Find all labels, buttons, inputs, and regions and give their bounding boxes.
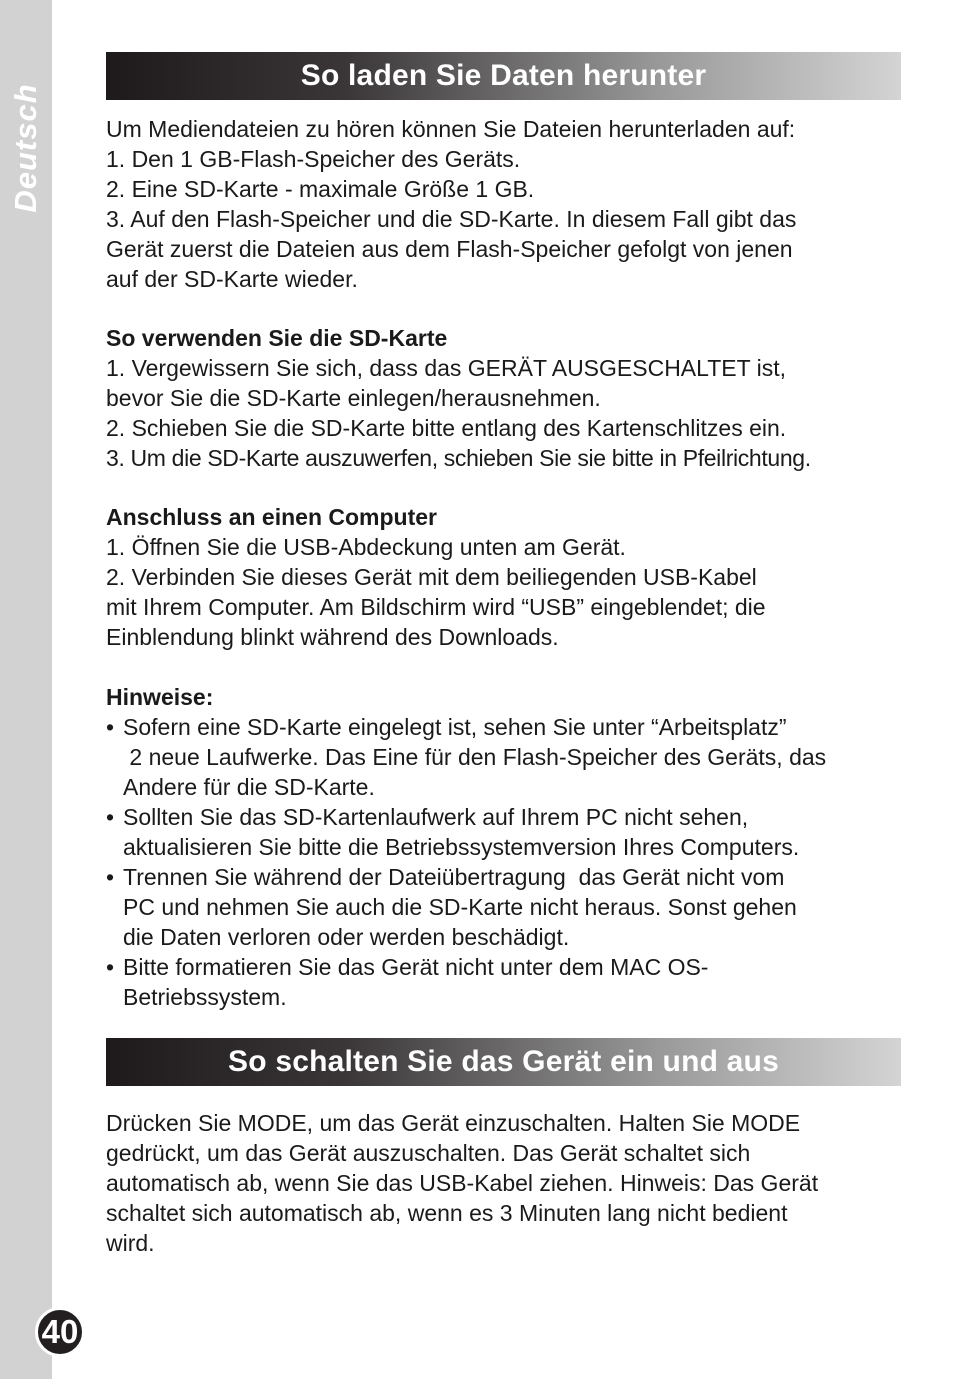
note-line: die Daten verloren oder werden beschädigt. bbox=[123, 924, 570, 950]
power-line: schaltet sich automatisch ab, wenn es 3 Minuten lang nicht bedient bbox=[106, 1200, 788, 1226]
note-line: PC und nehmen Sie auch die SD-Karte nicht heraus. Sonst gehen bbox=[123, 894, 797, 920]
note-line: Bitte formatieren Sie das Gerät nicht unter dem MAC OS- bbox=[123, 954, 709, 980]
note-line: Andere für die SD-Karte. bbox=[123, 774, 375, 800]
language-tab-label: Deutsch bbox=[8, 83, 43, 213]
side-language-strip bbox=[0, 0, 52, 1379]
note-line: Sofern eine SD-Karte eingelegt ist, sehen Sie unter “Arbeitsplatz” bbox=[123, 714, 787, 740]
sd-card-line: 3. Um die SD-Karte auszuwerfen, schieben Sie sie bitte in Pfeilrichtung. bbox=[106, 445, 811, 471]
sd-card-instructions bbox=[106, 323, 906, 473]
section-banner-download bbox=[106, 52, 901, 100]
computer-line: 1. Öffnen Sie die USB-Abdeckung unten am Gerät. bbox=[106, 534, 626, 560]
power-instructions bbox=[106, 1108, 906, 1258]
note-item bbox=[106, 802, 906, 862]
intro-line: Um Mediendateien zu hören können Sie Dateien herunterladen auf: bbox=[106, 116, 796, 142]
section-banner-power bbox=[106, 1038, 901, 1086]
power-line: Drücken Sie MODE, um das Gerät einzuschalten. Halten Sie MODE bbox=[106, 1110, 801, 1136]
intro-line: 3. Auf den Flash-Speicher und die SD-Karte. In diesem Fall gibt das bbox=[106, 206, 797, 232]
power-line: wird. bbox=[106, 1230, 155, 1256]
power-line: gedrückt, um das Gerät auszuschalten. Das Gerät schaltet sich bbox=[106, 1140, 751, 1166]
bullet-icon: • bbox=[106, 714, 115, 740]
note-line: aktualisieren Sie bitte die Betriebssystemversion Ihres Computers. bbox=[123, 834, 800, 860]
note-line: Trennen Sie während der Dateiübertragung das Gerät nicht vom bbox=[123, 864, 785, 890]
section-title-download: So laden Sie Daten herunter bbox=[300, 59, 707, 92]
intro-line: Gerät zuerst die Dateien aus dem Flash-Speicher gefolgt von jenen bbox=[106, 236, 793, 262]
notes-heading: Hinweise: bbox=[106, 684, 214, 710]
computer-line: Einblendung blinkt während des Downloads. bbox=[106, 624, 559, 650]
note-item bbox=[106, 952, 906, 1012]
computer-line: 2. Verbinden Sie dieses Gerät mit dem beiliegenden USB-Kabel bbox=[106, 564, 757, 590]
computer-heading: Anschluss an einen Computer bbox=[106, 504, 438, 530]
notes-section bbox=[106, 682, 906, 1012]
sd-card-line: 1. Vergewissern Sie sich, dass das GERÄT AUSGESCHALTET ist, bbox=[106, 355, 787, 381]
sd-card-line: 2. Schieben Sie die SD-Karte bitte entlang des Kartenschlitzes ein. bbox=[106, 415, 787, 441]
power-line: automatisch ab, wenn Sie das USB-Kabel ziehen. Hinweis: Das Gerät bbox=[106, 1170, 819, 1196]
note-item bbox=[106, 712, 906, 802]
section-title-power: So schalten Sie das Gerät ein und aus bbox=[228, 1045, 779, 1078]
sd-card-line: bevor Sie die SD-Karte einlegen/herausnehmen. bbox=[106, 385, 601, 411]
download-intro bbox=[106, 114, 906, 294]
intro-line: 2. Eine SD-Karte - maximale Größe 1 GB. bbox=[106, 176, 535, 202]
bullet-icon: • bbox=[106, 804, 115, 830]
note-line: Sollten Sie das SD-Kartenlaufwerk auf Ihrem PC nicht sehen, bbox=[123, 804, 749, 830]
note-line: Betriebssystem. bbox=[123, 984, 287, 1010]
computer-line: mit Ihrem Computer. Am Bildschirm wird “USB” eingeblendet; die bbox=[106, 594, 766, 620]
intro-line: 1. Den 1 GB-Flash-Speicher des Geräts. bbox=[106, 146, 521, 172]
intro-line: auf der SD-Karte wieder. bbox=[106, 266, 358, 292]
computer-connection-instructions bbox=[106, 502, 906, 652]
sd-card-heading: So verwenden Sie die SD-Karte bbox=[106, 325, 448, 351]
note-line: 2 neue Laufwerke. Das Eine für den Flash-Speicher des Geräts, das bbox=[123, 744, 827, 770]
bullet-icon: • bbox=[106, 954, 115, 980]
page-number-badge: 40 bbox=[35, 1307, 85, 1357]
note-item bbox=[106, 862, 906, 952]
bullet-icon: • bbox=[106, 864, 115, 890]
